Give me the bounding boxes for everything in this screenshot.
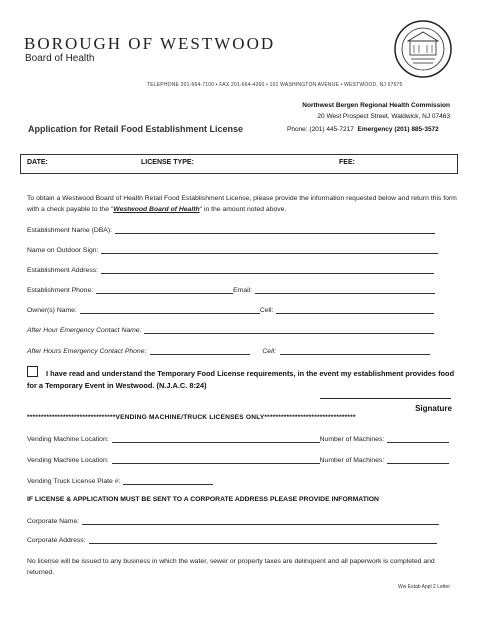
intro-text-b: " in the amount noted above. bbox=[199, 206, 287, 213]
page-title: Application for Retail Food Establishment License bbox=[28, 124, 244, 134]
corporate-address-field[interactable] bbox=[89, 535, 437, 544]
intro-paragraph bbox=[27, 193, 457, 215]
corporate-address-label: Corporate Address: bbox=[27, 537, 86, 544]
date-license-fee-box bbox=[20, 154, 458, 174]
seal-icon bbox=[393, 19, 453, 79]
acknowledgement bbox=[27, 366, 457, 392]
phone-email-row bbox=[27, 285, 435, 294]
after-hours-phone-field[interactable] bbox=[150, 346, 250, 355]
owner-row bbox=[27, 305, 434, 314]
address-label: Establishment Address: bbox=[27, 267, 99, 274]
vending-location-label-2: Vending Machine Location: bbox=[27, 457, 109, 464]
date-label: DATE: bbox=[27, 159, 48, 166]
phone-text: Phone: (201) 445-7217 bbox=[287, 126, 354, 133]
borough-name: BOROUGH OF WESTWOOD bbox=[24, 34, 276, 53]
machines-field-2[interactable] bbox=[387, 455, 449, 464]
after-hour-name-row bbox=[27, 325, 434, 334]
address-field[interactable] bbox=[101, 265, 434, 274]
cell-field[interactable] bbox=[276, 305, 434, 314]
owner-field[interactable] bbox=[80, 305, 260, 314]
corporate-name-field[interactable] bbox=[82, 516, 439, 525]
license-type-label: LICENSE TYPE: bbox=[141, 159, 194, 166]
contact-line: TELEPHONE 201-664-7100 • FAX 201-664-4260 • 101 WASHINGTON AVENUE • WESTWOOD, NJ 07675 bbox=[147, 82, 403, 88]
fee-label: FEE: bbox=[339, 159, 355, 166]
vending-header: ********************************VENDING MACHINE/TRUCK LICENSES ONLY********************************* bbox=[27, 414, 356, 421]
plate-field[interactable] bbox=[123, 476, 213, 485]
outdoor-sign-row bbox=[27, 245, 438, 254]
acknowledge-checkbox[interactable] bbox=[27, 366, 38, 377]
board-name: Board of Health bbox=[25, 53, 95, 64]
dba-field[interactable] bbox=[115, 225, 435, 234]
after-hours-phone-label: After Hours Emergency Contact Phone: bbox=[27, 348, 147, 355]
owner-label: Owner(s) Name: bbox=[27, 307, 77, 314]
establishment-phone-field[interactable] bbox=[96, 285, 233, 294]
vending-location-field-1[interactable] bbox=[112, 434, 320, 443]
machines-label-2: Number of Machines: bbox=[319, 457, 385, 464]
commission-name: Northwest Bergen Regional Health Commission bbox=[302, 102, 450, 109]
payee-name: Westwood Board of Health bbox=[113, 206, 200, 213]
plate-row bbox=[27, 476, 213, 485]
vending-location-row-2 bbox=[27, 455, 449, 464]
outdoor-sign-label: Name on Outdoor Sign: bbox=[27, 247, 99, 254]
cell2-label: Cell: bbox=[262, 348, 276, 355]
outdoor-sign-field[interactable] bbox=[101, 245, 438, 254]
dba-row bbox=[27, 225, 435, 234]
signature-label: Signature bbox=[415, 404, 452, 413]
vending-location-field-2[interactable] bbox=[112, 455, 320, 464]
signature-line[interactable] bbox=[320, 398, 451, 399]
email-field[interactable] bbox=[255, 285, 435, 294]
emergency-text: Emergency (201) 885-3572 bbox=[357, 126, 439, 133]
after-hours-phone-row bbox=[27, 346, 430, 355]
plate-label: Vending Truck License Plate #: bbox=[27, 478, 121, 485]
after-hour-name-field[interactable] bbox=[144, 325, 434, 334]
address-row bbox=[27, 265, 434, 274]
commission-phone bbox=[287, 126, 439, 133]
vending-location-row-1 bbox=[27, 434, 449, 443]
form-code: Ww Estab Appl 2 Letter bbox=[398, 584, 450, 590]
cell-label: Cell: bbox=[259, 307, 274, 314]
acknowledgement-text: I have read and understand the Temporary Food License requirements, in the event my establishment provides food for a Temporary Event in Westwood. (N.J.A.C. 8:24) bbox=[27, 369, 455, 390]
machines-field-1[interactable] bbox=[387, 434, 449, 443]
corporate-name-row bbox=[27, 516, 439, 525]
corporate-address-row bbox=[27, 535, 437, 544]
machines-label-1: Number of Machines: bbox=[319, 436, 385, 443]
intro-text-a: To obtain a Westwood Board of Health Retail Food Establishment License, please provide the information requested below and return this form with a check payable to the " bbox=[27, 195, 457, 213]
vending-location-label-1: Vending Machine Location: bbox=[27, 436, 109, 443]
corporate-header: IF LICENSE & APPLICATION MUST BE SENT TO A CORPORATE ADDRESS PLEASE PROVIDE INFORMATION bbox=[27, 496, 379, 503]
dba-label: Establishment Name (DBA): bbox=[27, 227, 112, 234]
after-hour-name-label: After Hour Emergency Contact Name: bbox=[27, 327, 142, 334]
footnote: No license will be issued to any business in which the water, sewer or property taxes are delinquent and all paperwork is completed and returned. bbox=[27, 558, 435, 576]
commission-address: 20 West Prospect Street, Waldwick, NJ 07463 bbox=[317, 113, 450, 120]
email-label: Email: bbox=[233, 287, 253, 294]
corporate-name-label: Corporate Name: bbox=[27, 518, 80, 525]
cell2-field[interactable] bbox=[280, 346, 430, 355]
establishment-phone-label: Establishment Phone: bbox=[27, 287, 94, 294]
